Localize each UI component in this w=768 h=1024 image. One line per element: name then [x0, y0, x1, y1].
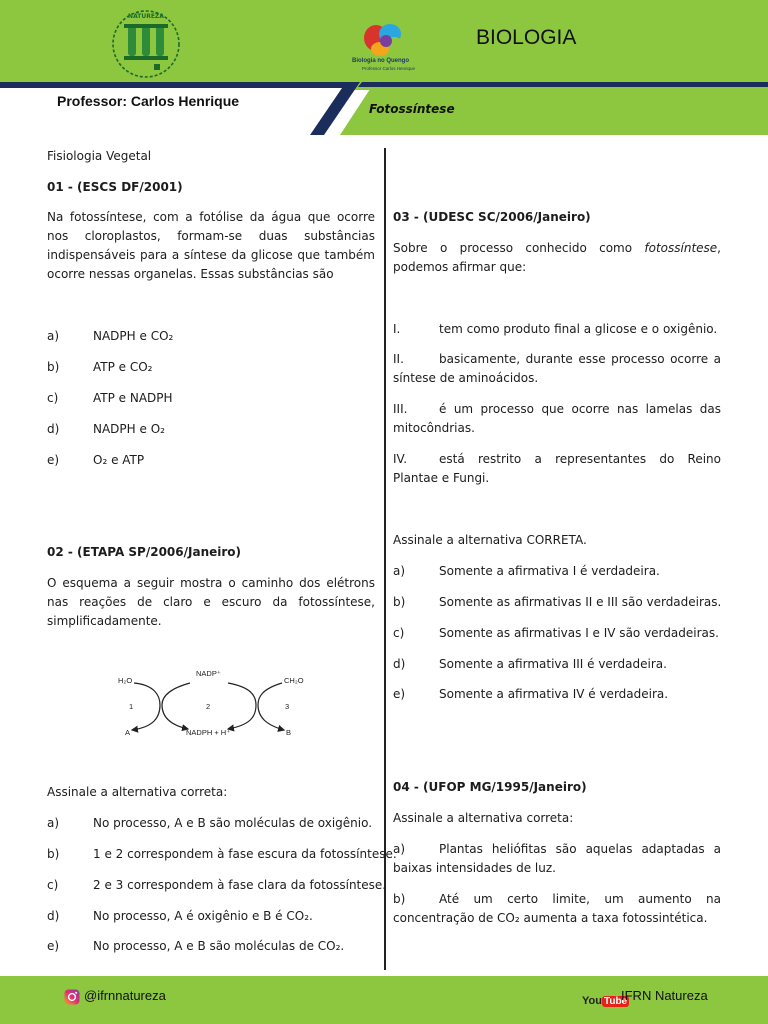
statement-num: I. — [393, 322, 401, 336]
badge-label-text — [121, 9, 171, 21]
option-letter: c) — [47, 391, 59, 405]
q2-prompt: Assinale a alternativa correta: — [47, 785, 228, 799]
label-a: A — [125, 728, 131, 737]
q1-stem: Na fotossíntese, com a fotólise da água que ocorre nos cloroplastos, formam-se duas substâncias indispensáveis para a síntese da glicose que também ocorre nessas organelas. Essas substâncias são — [47, 210, 375, 281]
youtube-channel[interactable]: IFRN Natureza — [621, 988, 708, 1003]
logo-subtitle: Professor Carlos Henrique — [362, 66, 416, 71]
curve-arrow — [258, 683, 284, 730]
q2-stem: O esquema a seguir mostra o caminho dos elétrons nas reações de claro e escuro da fotossíntese, simplificadamente. — [47, 576, 375, 628]
option-text: Somente as afirmativas II e III são verdadeiras. — [439, 595, 722, 609]
brain-logo-icon — [362, 22, 406, 58]
label-h2o: H₂O — [118, 676, 133, 685]
label-b: B — [286, 728, 292, 737]
professor-name: Professor: Carlos Henrique — [57, 93, 240, 109]
statement-num: III. — [393, 402, 408, 416]
q3-stem-emphasis: fotossíntese — [644, 241, 718, 255]
option-letter: b) — [393, 595, 406, 609]
option-letter: a) — [393, 564, 406, 578]
option-letter: a) — [47, 329, 60, 343]
section-title: Fisiologia Vegetal — [47, 149, 152, 163]
option-letter: d) — [47, 422, 60, 436]
statement-text: é um processo que ocorre nas lamelas das mitocôndrias. — [393, 402, 721, 435]
option-letter: b) — [47, 360, 60, 374]
option-text: 1 e 2 correspondem à fase escura da fotossíntese. — [93, 847, 397, 861]
label-nadp: NADP⁺ — [196, 669, 221, 678]
q4-title: 04 - (UFOP MG/1995/Janeiro) — [393, 780, 587, 794]
option-text: Plantas heliófitas são aquelas adaptadas a baixas intensidades de luz. — [393, 842, 721, 875]
q1-title: 01 - (ESCS DF/2001) — [47, 180, 183, 194]
option-text: No processo, A e B são moléculas de oxigênio. — [93, 816, 373, 830]
curve-arrow — [132, 683, 160, 730]
option-text: ATP e CO₂ — [93, 360, 153, 374]
option-letter: b) — [47, 847, 60, 861]
option-letter: b) — [393, 892, 406, 906]
q3-prompt: Assinale a alternativa CORRETA. — [393, 533, 587, 547]
option-letter: c) — [47, 878, 59, 892]
option-text: Somente a afirmativa I é verdadeira. — [439, 564, 660, 578]
option-text: NADPH e O₂ — [93, 422, 165, 436]
option-text: Somente a afirmativa III é verdadeira. — [439, 657, 667, 671]
svg-text:NATUREZA: NATUREZA — [128, 13, 164, 20]
q3-title: 03 - (UDESC SC/2006/Janeiro) — [393, 210, 591, 224]
option-letter: a) — [47, 816, 60, 830]
logo-title: Biologia no Quengo — [352, 58, 409, 64]
statement-text: tem como produto final a glicose e o oxigênio. — [439, 322, 718, 336]
option-letter: a) — [393, 842, 406, 856]
option-text: No processo, A é oxigênio e B é CO₂. — [93, 909, 313, 923]
option-letter: d) — [393, 657, 406, 671]
statement-num: II. — [393, 352, 404, 366]
label-3: 3 — [285, 702, 290, 711]
electron-path-diagram — [110, 667, 306, 743]
option-text: Até um certo limite, um aumento na concentração de CO₂ aumenta a taxa fotossintética. — [393, 892, 721, 925]
option-letter: e) — [47, 939, 60, 953]
youtube-icon: You Tube — [582, 995, 628, 1007]
option-text: O₂ e ATP — [93, 453, 145, 467]
label-nadph: NADPH + H⁺ — [186, 728, 231, 737]
label-ch2o: CH₂O — [284, 676, 304, 685]
option-letter: e) — [393, 687, 406, 701]
q4-prompt: Assinale a alternativa correta: — [393, 811, 574, 825]
statement-num: IV. — [393, 452, 408, 466]
instagram-icon — [64, 989, 80, 1005]
statement-text: basicamente, durante esse processo ocorre a síntese de aminoácidos. — [393, 352, 721, 385]
option-text: ATP e NADPH — [93, 391, 173, 405]
option-text: Somente as afirmativas I e IV são verdadeiras. — [439, 626, 719, 640]
option-text: No processo, A e B são moléculas de CO₂. — [93, 939, 345, 953]
option-letter: d) — [47, 909, 60, 923]
label-1: 1 — [129, 702, 134, 711]
label-2: 2 — [206, 702, 211, 711]
q2-title: 02 - (ETAPA SP/2006/Janeiro) — [47, 545, 242, 559]
option-letter: c) — [393, 626, 405, 640]
statement-text: está restrito a representantes do Reino Plantae e Fungi. — [393, 452, 721, 485]
option-text: 2 e 3 correspondem à fase clara da fotossíntese. — [93, 878, 387, 892]
subject-title: BIOLOGIA — [476, 26, 577, 49]
curve-arrow — [228, 683, 256, 729]
option-text: NADPH e CO₂ — [93, 329, 174, 343]
option-text: Somente a afirmativa IV é verdadeira. — [439, 687, 669, 701]
instagram-handle[interactable]: @ifrnnatureza — [84, 988, 166, 1003]
curve-arrow — [162, 683, 190, 729]
topic-title: Fotossíntese — [369, 102, 455, 116]
q3-stem: Sobre o processo conhecido como fotossíntese, podemos afirmar que: — [393, 241, 721, 274]
option-letter: e) — [47, 453, 60, 467]
